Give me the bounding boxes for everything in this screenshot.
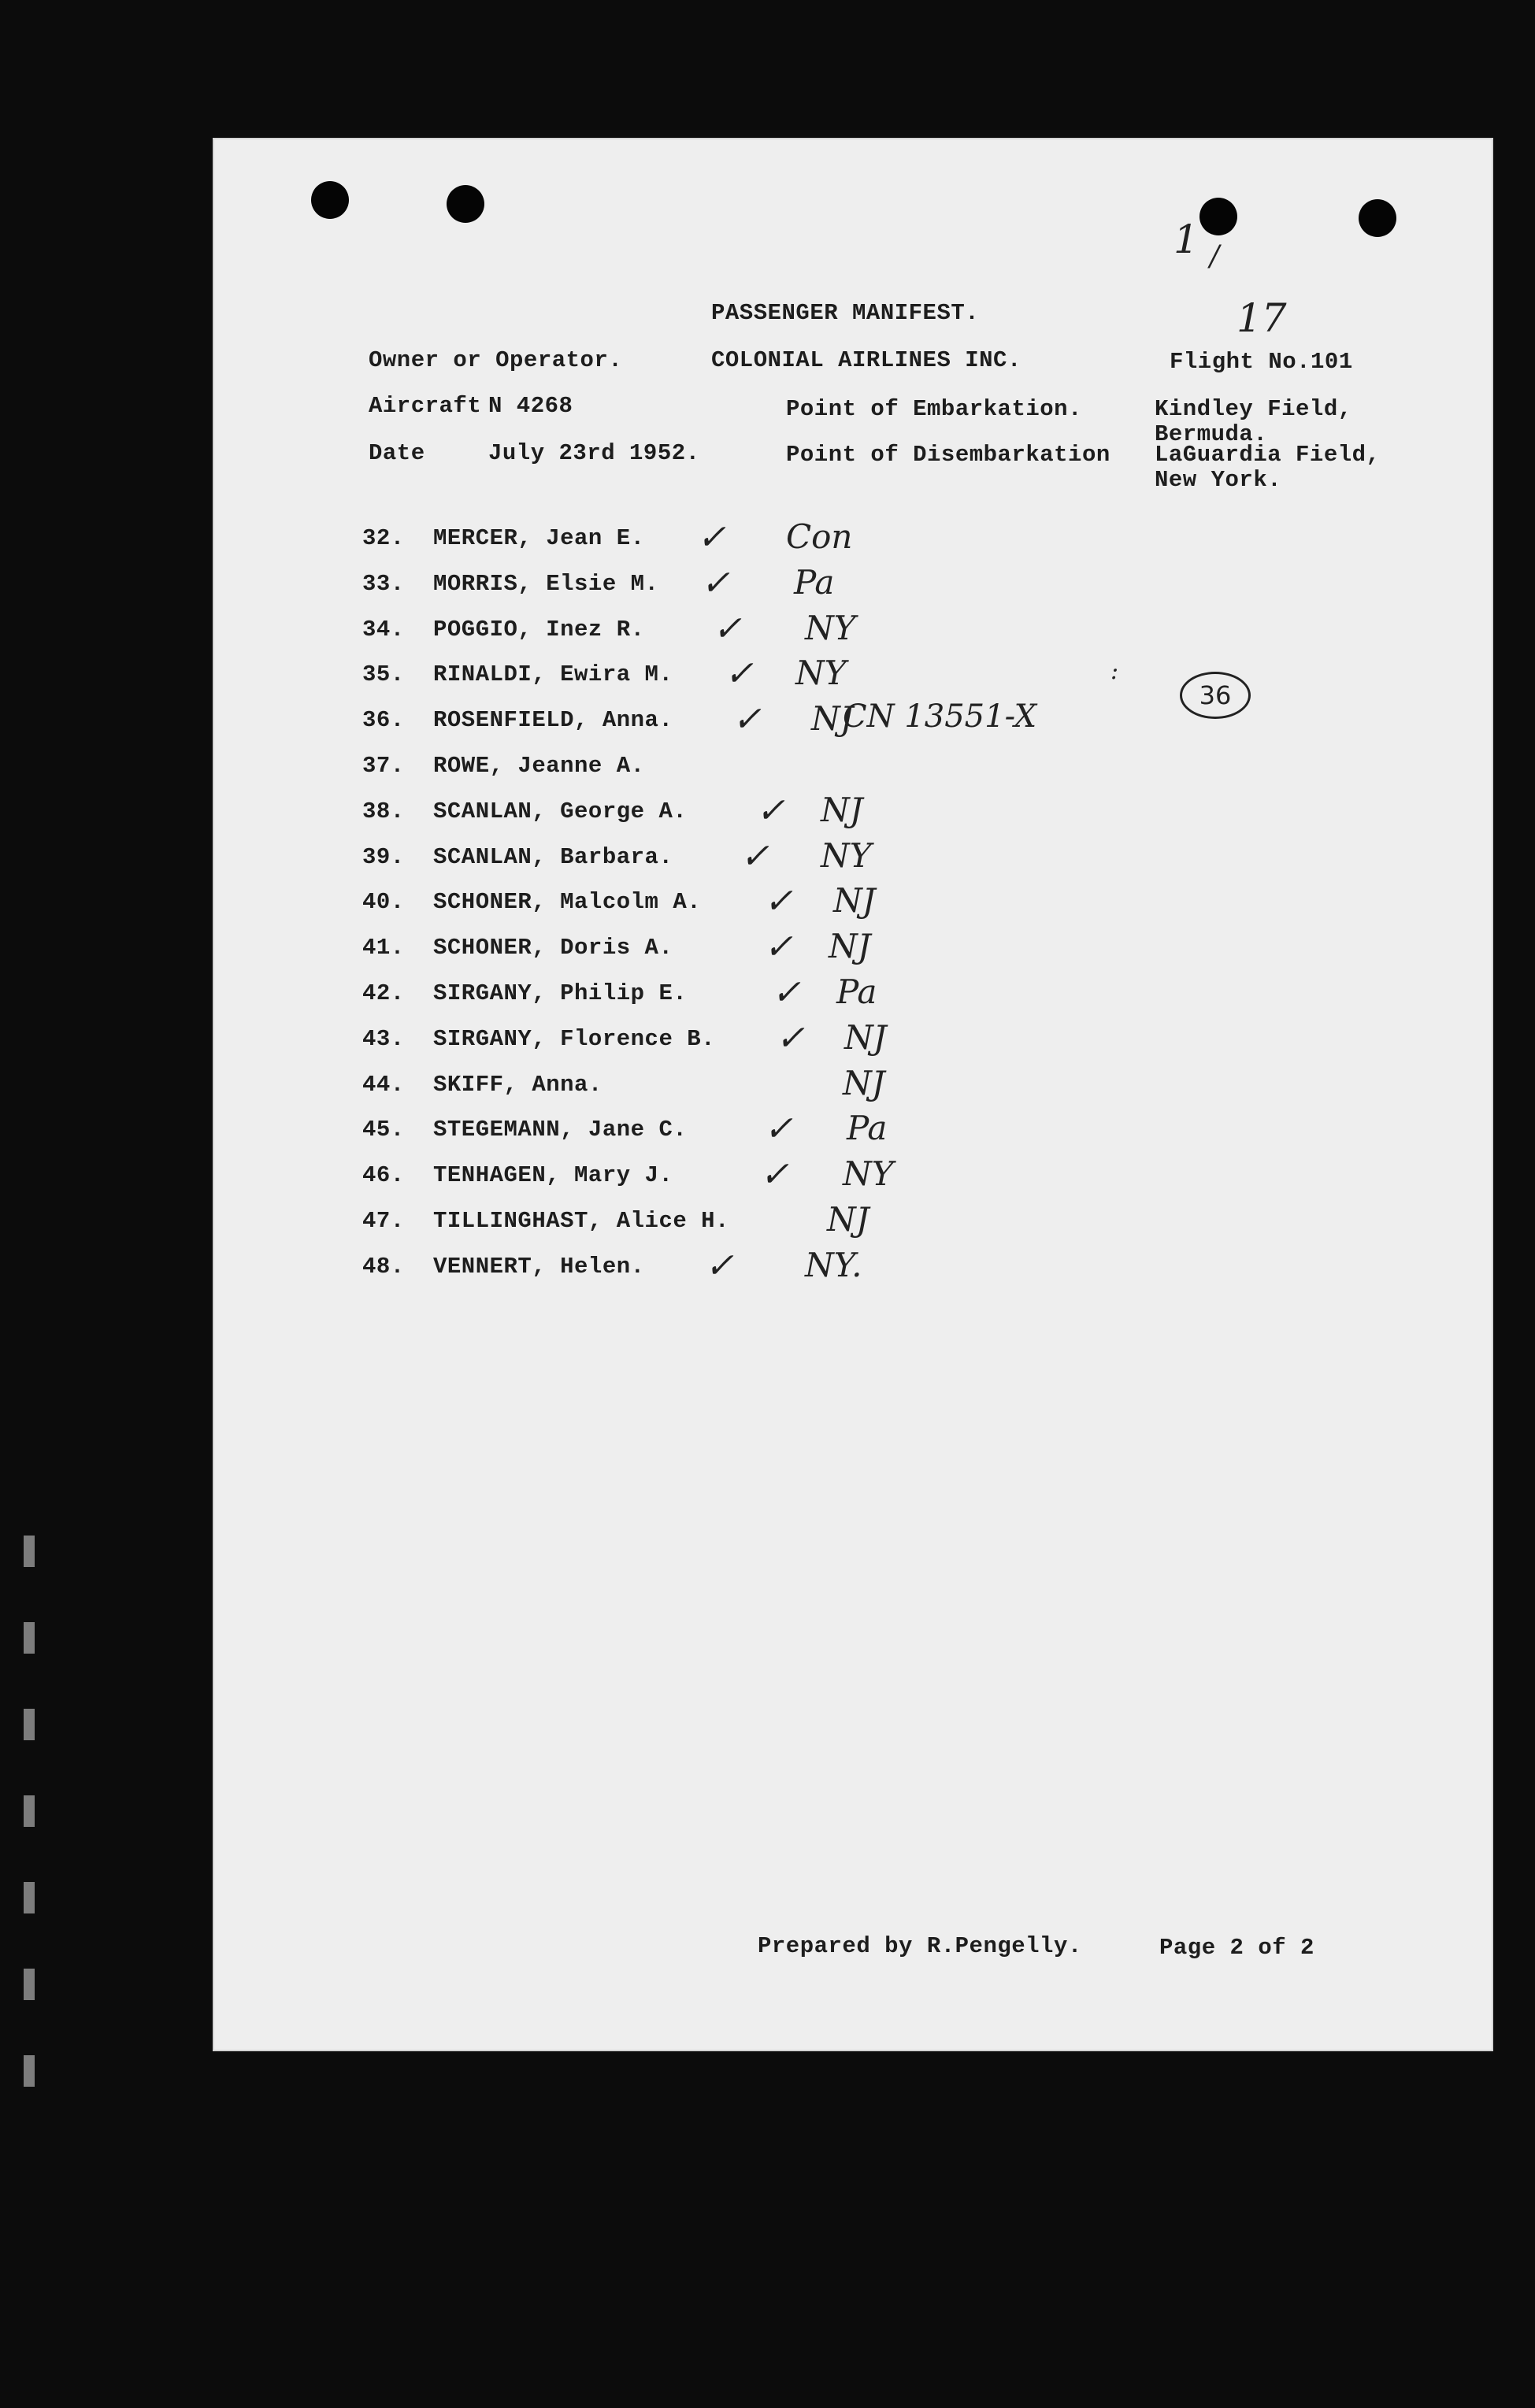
passenger-number: 35.	[362, 661, 405, 688]
passenger-name: VENNERT, Helen.	[433, 1253, 645, 1280]
passenger-row	[362, 753, 1071, 784]
check-mark: ✓	[713, 608, 742, 649]
disembarkation-value-line1: LaGuardia Field,	[1155, 442, 1381, 468]
passenger-row	[362, 927, 1071, 968]
passenger-number: 47.	[362, 1208, 405, 1234]
check-mark: ✓	[705, 1245, 734, 1286]
aircraft-label: Aircraft	[369, 393, 482, 419]
check-mark: ✓	[756, 790, 785, 831]
handwritten-state-mark: NY	[843, 1154, 894, 1194]
passenger-number: 36.	[362, 707, 405, 734]
aircraft-value: N 4268	[488, 393, 573, 419]
flight-number: Flight No.101	[1170, 349, 1353, 375]
passenger-name: ROSENFIELD, Anna.	[433, 707, 673, 734]
handwritten-state-mark: NJ	[829, 927, 871, 966]
passenger-row	[362, 881, 1071, 922]
check-mark: ✓	[772, 972, 801, 1013]
passenger-row	[362, 1154, 1071, 1195]
handwritten-state-mark: NY	[795, 654, 847, 693]
passenger-number: 38.	[362, 798, 405, 824]
punch-hole	[1359, 199, 1396, 237]
passenger-number: 34.	[362, 616, 405, 643]
fraction-numerator: 1	[1173, 217, 1199, 262]
passenger-number: 46.	[362, 1162, 405, 1189]
passenger-number: 39.	[362, 843, 405, 870]
passenger-name: TENHAGEN, Mary J.	[433, 1162, 673, 1189]
check-mark: ✓	[732, 699, 762, 740]
passenger-row	[362, 972, 1071, 1013]
passenger-number: 33.	[362, 570, 405, 597]
check-mark: ✓	[764, 927, 793, 968]
check-mark: ✓	[740, 835, 769, 876]
passenger-row	[362, 1200, 1071, 1239]
passenger-name: SCHONER, Malcolm A.	[433, 889, 702, 916]
margin-mark: :	[1110, 658, 1119, 685]
passenger-name: STEGEMANN, Jane C.	[433, 1117, 688, 1143]
passenger-number: 40.	[362, 889, 405, 916]
check-mark: ✓	[760, 1154, 789, 1195]
disembarkation-value-line2: New York.	[1155, 467, 1282, 493]
passenger-row	[362, 608, 1071, 649]
date-label: Date	[369, 440, 425, 466]
passenger-number: 43.	[362, 1025, 405, 1052]
handwritten-state-mark: Pa	[836, 972, 877, 1011]
passenger-name: POGGIO, Inez R.	[433, 616, 645, 643]
passenger-number: 37.	[362, 753, 405, 779]
passenger-name: SCHONER, Doris A.	[433, 935, 673, 961]
handwritten-state-mark: NY.	[805, 1245, 862, 1284]
handwritten-state-mark: NJ	[844, 1017, 887, 1057]
passenger-number: 42.	[362, 980, 405, 1006]
passenger-name: TILLINGHAST, Alice H.	[433, 1208, 729, 1234]
handwritten-state-mark: Pa	[847, 1109, 888, 1148]
passenger-name: ROWE, Jeanne A.	[433, 753, 645, 779]
disembarkation-label: Point of Disembarkation	[786, 442, 1110, 468]
manifest-sheet	[213, 138, 1493, 2051]
manifest-title: PASSENGER MANIFEST.	[711, 300, 980, 326]
prepared-by: Prepared by R.Pengelly.	[758, 1933, 1082, 1959]
passenger-name: MERCER, Jean E.	[433, 525, 645, 551]
handwritten-state-mark: NY	[821, 835, 872, 875]
punch-hole	[311, 181, 349, 219]
handwritten-state-mark: NJ	[821, 790, 863, 829]
passenger-name: SIRGANY, Philip E.	[433, 980, 688, 1006]
handwritten-state-mark: NJ	[833, 881, 876, 921]
embarkation-value-line1: Kindley Field,	[1155, 396, 1352, 422]
check-mark: ✓	[701, 562, 730, 603]
fraction-slash: /	[1210, 240, 1220, 272]
row36-handwritten-note: CN 13551-X	[843, 698, 1037, 735]
handwritten-state-mark: NJ	[827, 1200, 869, 1239]
check-mark: ✓	[764, 1109, 793, 1150]
punch-hole	[447, 185, 484, 223]
passenger-row	[362, 1245, 1071, 1286]
passenger-name: SKIFF, Anna.	[433, 1071, 603, 1098]
passenger-row	[362, 1109, 1071, 1150]
check-mark: ✓	[697, 517, 726, 558]
passenger-row	[362, 1017, 1071, 1058]
check-mark: ✓	[776, 1017, 805, 1058]
passenger-row	[362, 654, 1071, 695]
fraction-denominator: 17	[1237, 295, 1287, 341]
passenger-row	[362, 790, 1071, 831]
passenger-row	[362, 835, 1071, 876]
passenger-number: 48.	[362, 1253, 405, 1280]
owner-value: COLONIAL AIRLINES INC.	[711, 347, 1021, 373]
punch-hole	[1199, 198, 1237, 235]
check-mark: ✓	[725, 654, 754, 695]
passenger-number: 44.	[362, 1071, 405, 1098]
passenger-number: 45.	[362, 1117, 405, 1143]
check-mark: ✓	[764, 881, 793, 922]
passenger-name: MORRIS, Elsie M.	[433, 570, 659, 597]
passenger-name: SIRGANY, Florence B.	[433, 1025, 716, 1052]
passenger-number: 41.	[362, 935, 405, 961]
passenger-name: SCANLAN, Barbara.	[433, 843, 673, 870]
passenger-row	[362, 517, 1071, 558]
passenger-name: RINALDI, Ewira M.	[433, 661, 673, 688]
handwritten-state-mark: NY	[805, 608, 856, 647]
passenger-row	[362, 562, 1071, 603]
handwritten-state-mark: Con	[786, 517, 853, 556]
passenger-row	[362, 1063, 1071, 1103]
owner-label: Owner or Operator.	[369, 347, 623, 373]
embarkation-value-line2: Bermuda.	[1155, 421, 1268, 447]
handwritten-state-mark: NJ	[843, 1063, 885, 1102]
embarkation-label: Point of Embarkation.	[786, 396, 1082, 422]
date-value: July 23rd 1952.	[488, 440, 700, 466]
scan-edge-artifact	[24, 1536, 35, 2087]
handwritten-state-mark: NJ	[811, 699, 854, 739]
handwritten-state-mark: Pa	[794, 562, 835, 602]
circled-number-annotation: 36	[1180, 672, 1251, 719]
passenger-row	[362, 699, 1071, 740]
page-number: Page 2 of 2	[1159, 1935, 1314, 1961]
passenger-name: SCANLAN, George A.	[433, 798, 688, 824]
passenger-number: 32.	[362, 525, 405, 551]
